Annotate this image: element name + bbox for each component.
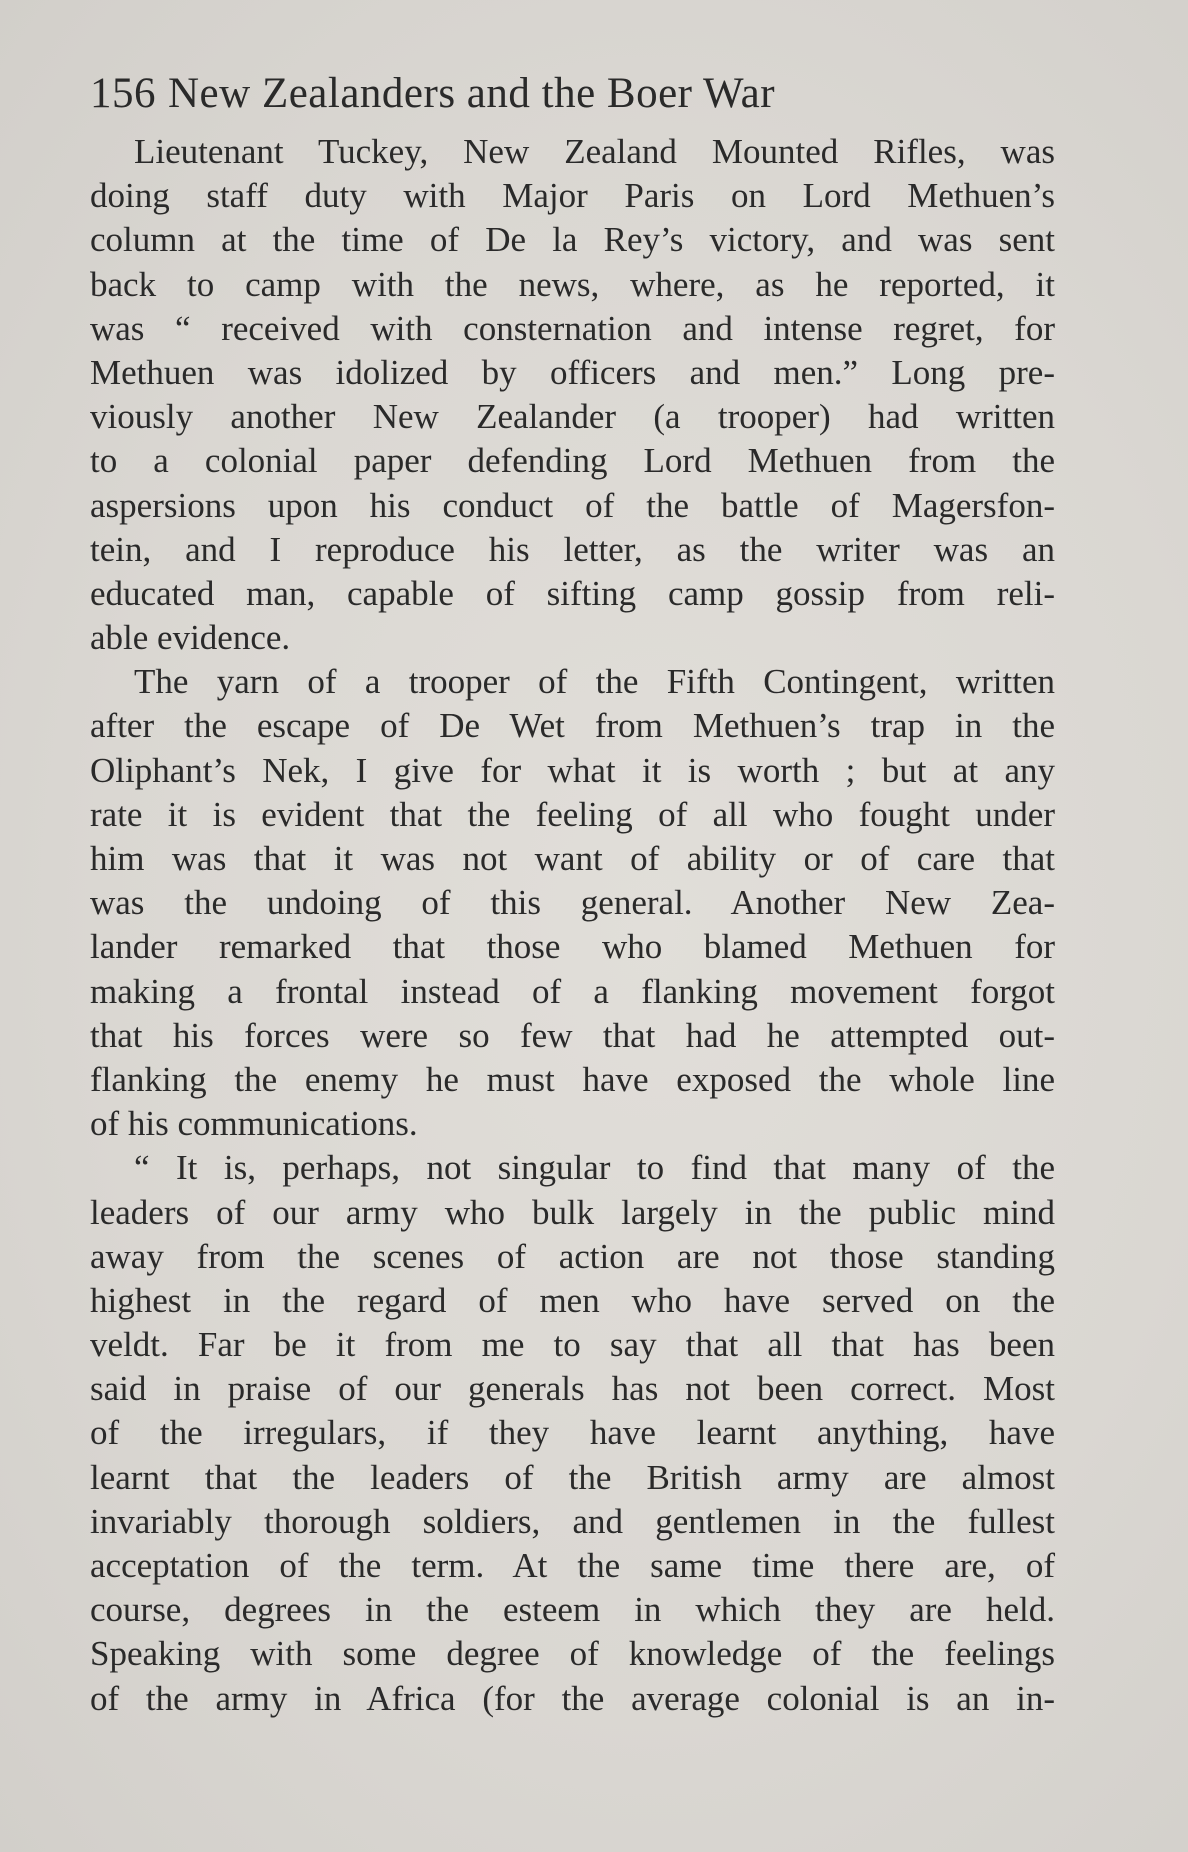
text-line: of the irregulars, if they have learnt anything, have <box>90 1413 1055 1453</box>
text-line: back to camp with the news, where, as he reported, it <box>90 264 1055 304</box>
text-line: to a colonial paper defending Lord Methuen from the <box>90 441 1055 481</box>
paragraph-1 <box>90 130 1055 660</box>
text-line: doing staff duty with Major Paris on Lord Methuen’s <box>90 176 1055 216</box>
paragraph-3 <box>90 1146 1055 1720</box>
running-head <box>90 58 1055 130</box>
text-line: away from the scenes of action are not those standing <box>90 1236 1055 1276</box>
text-line: was the undoing of this general. Another New Zea- <box>90 883 1055 923</box>
text-line: Speaking with some degree of knowledge of the feelings <box>90 1634 1055 1674</box>
text-line: tein, and I reproduce his letter, as the writer was an <box>90 529 1055 569</box>
text-line: viously another New Zealander (a trooper) had written <box>90 397 1055 437</box>
text-line: Methuen was idolized by officers and men.” Long pre- <box>90 352 1055 392</box>
text-line: of his communications. <box>90 1104 418 1144</box>
text-line: veldt. Far be it from me to say that all that has been <box>90 1325 1055 1365</box>
text-line: leaders of our army who bulk largely in the public mind <box>90 1192 1055 1232</box>
text-line: said in praise of our generals has not been correct. Most <box>90 1369 1055 1409</box>
text-line: invariably thorough soldiers, and gentlemen in the fullest <box>90 1501 1055 1541</box>
text-line: column at the time of De la Rey’s victory, and was sent <box>90 220 1055 260</box>
text-line: making a frontal instead of a flanking movement forgot <box>90 971 1055 1011</box>
text-line: aspersions upon his conduct of the battle of Magersfon- <box>90 485 1055 525</box>
text-line: was “ received with consternation and intense regret, for <box>90 308 1055 348</box>
text-line: Oliphant’s Nek, I give for what it is worth ; but at any <box>90 750 1055 790</box>
text-line: able evidence. <box>90 618 291 658</box>
text-line: course, degrees in the esteem in which they are held. <box>90 1590 1055 1630</box>
text-line: Lieutenant Tuckey, New Zealand Mounted Rifles, was <box>134 132 1055 171</box>
book-page <box>90 58 1055 1721</box>
text-line: after the escape of De Wet from Methuen’s trap in the <box>90 706 1055 746</box>
text-line: lander remarked that those who blamed Methuen for <box>90 927 1055 967</box>
text-line: educated man, capable of sifting camp gossip from reli- <box>90 573 1055 613</box>
text-line: of the army in Africa (for the average colonial is an in- <box>90 1678 1055 1718</box>
text-line: rate it is evident that the feeling of all who fought under <box>90 794 1055 834</box>
text-line: The yarn of a trooper of the Fifth Contingent, written <box>134 662 1055 702</box>
text-line: learnt that the leaders of the British army are almost <box>90 1457 1055 1497</box>
text-line: highest in the regard of men who have served on the <box>90 1280 1055 1320</box>
text-line: acceptation of the term. At the same time there are, of <box>90 1546 1055 1585</box>
page-number: 156 <box>90 70 156 117</box>
running-title: New Zealanders and the Boer War <box>168 70 776 117</box>
text-line: that his forces were so few that had he attempted out- <box>90 1015 1055 1055</box>
text-line: “ It is, perhaps, not singular to find that many of the <box>134 1148 1055 1188</box>
text-line: him was that it was not want of ability or of care that <box>90 839 1055 878</box>
text-line: flanking the enemy he must have exposed the whole line <box>90 1059 1055 1099</box>
paragraph-2 <box>90 660 1055 1146</box>
